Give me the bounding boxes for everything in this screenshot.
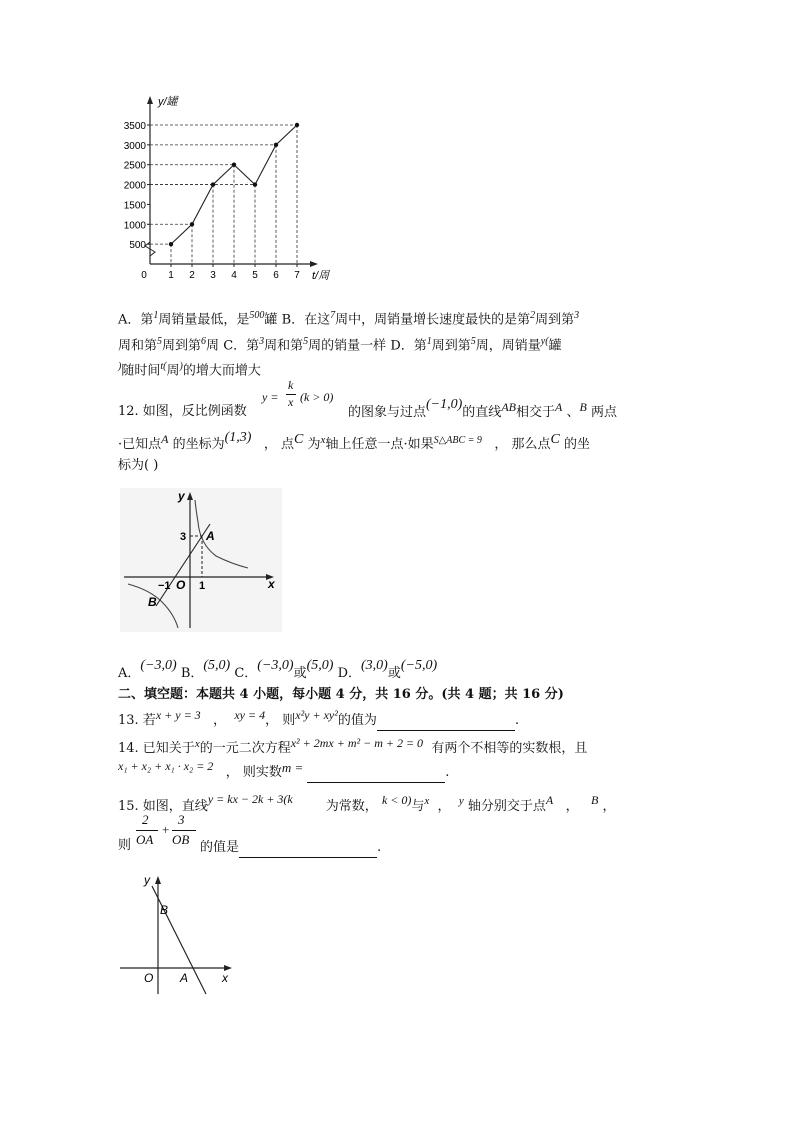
q14-eq: x² + 2mx + m² − m + 2 = 0 — [290, 736, 424, 750]
q15-b: B — [591, 793, 599, 807]
q12-sep: 、 — [566, 405, 580, 420]
data-point — [169, 242, 173, 246]
q12-options — [118, 658, 438, 684]
q11-a-n2: 500 — [249, 310, 265, 321]
q11-d3-var: t( — [160, 361, 167, 372]
q12-func-y: y = — [262, 390, 279, 404]
q11-d-mid: 周到第 — [431, 338, 471, 354]
q12-opt-d-or: 或 — [387, 666, 401, 681]
q13-pre: 13. 若 — [118, 713, 156, 728]
q12-line: AB — [501, 400, 516, 414]
q15-y-arrow — [155, 876, 161, 884]
q12-l2-text3: 点 — [281, 437, 295, 452]
q12-opt-c-val2: (5,0) — [306, 658, 334, 673]
q12-opt-b-val: (5,0) — [203, 658, 231, 673]
q14-x: x — [194, 738, 200, 750]
x-tick-label: 2 — [189, 270, 195, 281]
q12-l2-text2: 的坐标为 — [172, 437, 225, 452]
data-point — [274, 143, 278, 147]
q11-b-n2: 2 — [530, 310, 536, 321]
q11-b-pre: B．在这 — [281, 312, 331, 328]
q15-fractions — [130, 812, 200, 852]
q15-frac2-top: 3 — [178, 812, 185, 827]
q12-opt-c-label: C． — [234, 666, 258, 681]
q15-comma3: ， — [602, 799, 616, 814]
q15-label-a: A — [180, 971, 189, 985]
q12-ptA: A — [555, 400, 563, 414]
q14-mid: 的一元二次方程 — [199, 741, 291, 756]
q12-opt-d-label: D． — [337, 666, 361, 681]
q11-b2-n4: 5 — [157, 336, 163, 347]
q13-answer-blank[interactable] — [377, 716, 515, 731]
q15-line2-post — [200, 838, 381, 858]
q11-c-mid: 周和第 — [264, 338, 304, 354]
q11-c-n1: 3 — [259, 336, 265, 347]
q12-opt-b-label: B． — [180, 666, 204, 681]
q11-b2-pre: 周和第 — [118, 338, 158, 354]
q11-d-n2: 5 — [470, 336, 476, 347]
q12-opt-a-val: (−3,0) — [140, 658, 177, 673]
q14-pre: 14. 已知关于 — [118, 741, 195, 756]
q12-ptB: B — [579, 400, 587, 414]
x-tick-label: 1 — [168, 270, 174, 281]
q12-opt-c-val1: (−3,0) — [257, 658, 294, 673]
q12-func-bot: x — [288, 395, 294, 409]
q14-l2-eq: x₁ + x₂ + x₁ · x₂ = 2 — [118, 759, 214, 773]
q15-frac2-bar — [172, 830, 196, 831]
q11-a-mid: 周销量最低，是 — [158, 312, 250, 328]
data-point — [253, 182, 257, 186]
q11-b2-n5: 6 — [201, 336, 207, 347]
q12-y-arrow — [187, 492, 193, 500]
q15-line2-pre — [118, 836, 131, 856]
q13-comma1: ， — [213, 713, 227, 728]
q13-end: . — [514, 713, 520, 728]
q12-text1: 的图象与过点 — [348, 405, 427, 420]
q12-text2: 的直线 — [462, 405, 502, 420]
q12-label-y: y — [178, 489, 185, 503]
x-tick-label: 4 — [231, 270, 237, 281]
q11-b2-mid: 周到第 — [162, 338, 202, 354]
q14-end: . — [445, 765, 450, 780]
q12-label-neg1: −1 — [158, 580, 171, 592]
q12-func-cond: (k > 0) — [300, 390, 334, 404]
y-tick-label: 3500 — [123, 121, 146, 132]
q15-frac2-bot: OB — [172, 832, 190, 847]
q12-line3 — [118, 456, 158, 476]
q15-label-x: x — [222, 971, 228, 985]
y-tick-label: 3000 — [123, 140, 146, 152]
q15-y: y — [458, 795, 464, 807]
section-2-heading: 二、填空题：本题共 4 小题，每小题 4 分，共 16 分。(共 4 题；共 16 分) — [118, 687, 564, 702]
q12-l2-x: x — [320, 434, 326, 446]
q11-c-post: 周的销量一样 — [308, 338, 387, 354]
q14-l2-text: ， 则实数 — [225, 765, 282, 780]
q14-post: 有两个不相等的实数根，且 — [431, 741, 588, 756]
q11-a-pre: A．第 — [118, 312, 154, 328]
q13-comma2: ， 则 — [265, 713, 296, 728]
q14-line2 — [118, 759, 450, 783]
q15-cond: k < 0) — [381, 793, 412, 807]
q15-a: A — [545, 793, 554, 807]
q12-label-x: x — [268, 577, 275, 591]
q15-pre: 15. 如图，直线 — [118, 799, 208, 814]
q12-line2 — [118, 430, 590, 456]
q14-answer-blank[interactable] — [307, 768, 445, 783]
q11-d3-text2: 的增大而增大 — [182, 363, 261, 379]
q15-end: . — [377, 840, 382, 855]
q12-text4: 两点 — [590, 405, 617, 420]
q15-label-o: O — [144, 971, 154, 985]
q13-expr: x²y + xy² — [295, 708, 338, 722]
q12-l3-text: 标为( ) — [118, 458, 159, 473]
q11-option-a-line — [118, 306, 579, 330]
q12-opt-a-label: A． — [118, 666, 141, 681]
q12-l2-text7: 的坐 — [563, 437, 590, 452]
x-tick-label: 5 — [252, 270, 258, 281]
q12-l2-coord: (1,3) — [224, 430, 252, 445]
q15-eq: y = kx − 2k + 3(k — [207, 792, 293, 806]
q12-text3: 相交于 — [515, 405, 555, 420]
q11-b-n1: 7 — [330, 310, 336, 321]
q11-option-b-line2 — [118, 332, 562, 356]
x-tick-label: 0 — [141, 270, 147, 281]
y-tick-label: 2000 — [123, 180, 146, 192]
q11-d3-close2: ) — [179, 361, 183, 372]
q15-frac1-bar — [136, 830, 158, 831]
q15-plus: + — [162, 822, 170, 837]
q11-d3-text1: 随时间 — [121, 363, 161, 379]
q11-d3-close: ) — [118, 361, 122, 372]
q15-answer-blank[interactable] — [239, 843, 377, 858]
y-axis-label: y/罐 — [158, 96, 178, 108]
q15-label-b: B — [160, 903, 169, 917]
q11-b-mid1: 周中，周销量增长速度最快的是第 — [335, 312, 531, 328]
data-point — [295, 123, 299, 127]
q15-frac1-top: 2 — [142, 812, 149, 827]
q11-d3-unit: 周 — [166, 363, 180, 379]
q11-a-n1: 1 — [153, 310, 159, 321]
q12-l2-comma: ， — [263, 437, 277, 452]
q12-point1: (−1,0) — [426, 397, 463, 412]
sales-line-chart — [120, 92, 360, 282]
x-axis-arrow — [310, 261, 318, 267]
q15-comma: ， — [437, 799, 451, 814]
q12-label-three: 3 — [180, 531, 187, 543]
q12-l2-text6: ， 那么点 — [494, 437, 551, 452]
q12-l2-ptA: A — [161, 432, 169, 446]
q11-d-n1: 1 — [426, 336, 432, 347]
q11-option-d-line2 — [118, 357, 261, 381]
q12-func-top: k — [288, 378, 294, 392]
q15-text1: 为常数， — [325, 799, 378, 814]
q15-text3: 轴分别交于点 — [467, 799, 546, 814]
q13-eq2: xy = 4 — [234, 708, 266, 722]
q12-l2-text1: ·已知点 — [118, 437, 162, 452]
q12-line1b — [348, 397, 617, 423]
y-tick-label: 500 — [129, 240, 146, 252]
q15-comma2: ， — [565, 799, 579, 814]
x-tick-label: 3 — [210, 270, 216, 281]
q12-opt-d-val1: (3,0) — [361, 658, 388, 673]
q12-label-b: B — [148, 595, 157, 609]
q12-label-a: A — [206, 529, 215, 543]
q14-line1 — [118, 738, 587, 759]
x-tick-label: 6 — [273, 270, 279, 281]
q11-d-unit1: 罐 — [548, 338, 562, 354]
q13-eq1: x + y = 3 — [155, 708, 201, 722]
x-tick-label: 7 — [294, 270, 300, 281]
y-tick-label: 1000 — [123, 220, 146, 232]
q11-b-n3: 3 — [574, 310, 580, 321]
q12-line1 — [118, 402, 247, 422]
q12-hyperbola-figure — [120, 488, 282, 632]
q15-l2-pre: 则 — [118, 838, 132, 853]
q12-num: 12. 如图，反比例函数 — [118, 404, 247, 419]
q15-label-y: y — [144, 873, 150, 887]
q12-function — [262, 378, 352, 418]
data-point — [190, 222, 194, 226]
q12-hyperbola-branch-1b — [195, 500, 198, 522]
q15-l2-post: 的值是 — [200, 840, 240, 855]
q12-l2-area: S△ABC = 9 — [433, 435, 482, 446]
q11-b2-post: 周 — [206, 338, 220, 354]
data-point — [211, 182, 215, 186]
data-point — [232, 163, 236, 167]
y-tick-label: 2500 — [123, 160, 146, 172]
q15-x: x — [424, 795, 430, 807]
q14-l2-m: m = — [281, 760, 304, 775]
q11-b-mid2: 周到第 — [535, 312, 575, 328]
q13-post: 的值为 — [337, 713, 377, 728]
y-tick-label: 1500 — [123, 200, 146, 212]
q12-l2-ptC2: C — [550, 432, 560, 447]
q11-d-var1: y( — [540, 336, 549, 347]
q12-l2-text4: 为 — [307, 437, 321, 452]
q13-line — [118, 710, 519, 731]
q12-l2-ptC: C — [294, 432, 304, 447]
q11-d-mid2: 周，周销量 — [475, 338, 541, 354]
q11-c-n2: 5 — [303, 336, 309, 347]
q15-line-figure — [114, 872, 240, 1000]
q15-text2: 与 — [411, 799, 425, 814]
q12-opt-d-val2: (−5,0) — [400, 658, 438, 673]
q12-label-o: O — [176, 578, 186, 592]
q15-frac1-bot: OA — [136, 832, 154, 847]
q12-label-one: 1 — [199, 580, 206, 592]
q11-d-pre: D．第 — [390, 338, 427, 354]
y-axis-arrow — [147, 96, 153, 104]
q12-l2-text5: 轴上任意一点·如果 — [325, 437, 434, 452]
q11-c-pre: C．第 — [223, 338, 260, 354]
q12-opt-c-or: 或 — [293, 666, 307, 681]
q11-a-post: 罐 — [264, 312, 278, 328]
x-axis-label: t/周 — [312, 270, 330, 282]
